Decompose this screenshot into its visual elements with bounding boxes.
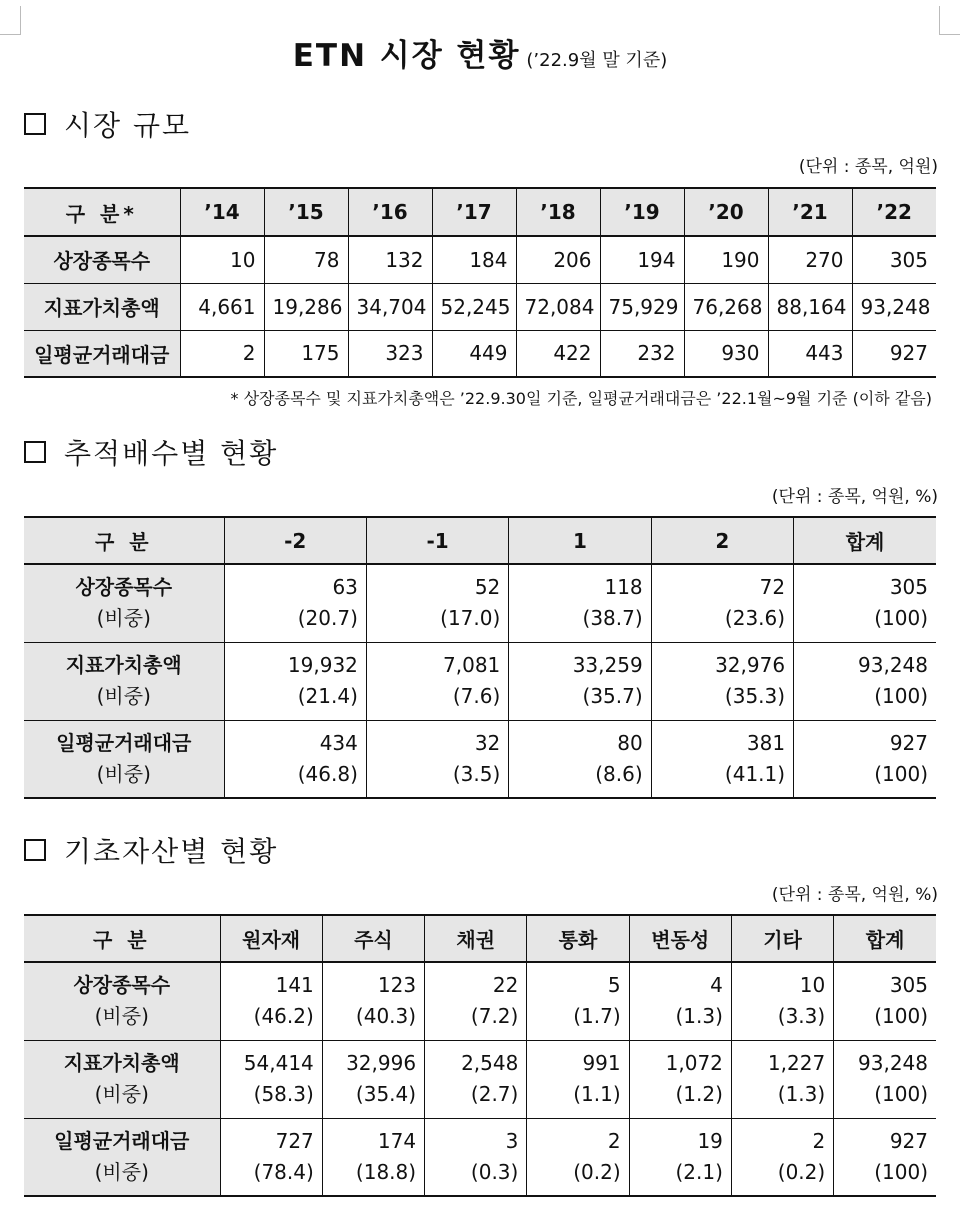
- table-cell: 32,996 (35.4): [322, 1040, 424, 1118]
- header-cell: ’17: [432, 188, 516, 236]
- table-cell: 2 (0.2): [731, 1118, 833, 1196]
- underlying-asset-table: [24, 914, 936, 1197]
- header-cell: 구 분*: [24, 188, 180, 236]
- table-cell: 75,929: [600, 283, 684, 330]
- table-cell: 434 (46.8): [224, 720, 366, 798]
- header-cell: 통화: [527, 915, 629, 962]
- table-cell: 19,932 (21.4): [224, 642, 366, 720]
- table-cell: 132: [348, 236, 432, 283]
- table-cell: 54,414 (58.3): [220, 1040, 322, 1118]
- table-cell: 443: [768, 330, 852, 377]
- checkbox-square-icon: [24, 441, 46, 463]
- row-label: 일평균거래대금: [24, 330, 180, 377]
- table-cell: 72 (23.6): [651, 564, 793, 642]
- table-cell: 175: [264, 330, 348, 377]
- table-cell: 52 (17.0): [366, 564, 508, 642]
- header-cell: 구 분: [24, 517, 224, 564]
- market-size-table: [24, 187, 936, 378]
- unit-label: (단위 : 종목, 억원, %): [771, 885, 938, 905]
- unit-label: (단위 : 종목, 억원, %): [771, 487, 938, 507]
- header-cell: ’20: [684, 188, 768, 236]
- row-label: 상장종목수 (비중): [24, 962, 220, 1040]
- table-cell: 10: [180, 236, 264, 283]
- row-label: 지표가치총액 (비중): [24, 642, 224, 720]
- table-row: [24, 720, 936, 798]
- table-cell: 93,248 (100): [834, 1040, 936, 1118]
- table-cell: 927 (100): [834, 1118, 936, 1196]
- header-cell: ’22: [852, 188, 936, 236]
- table-cell: 10 (3.3): [731, 962, 833, 1040]
- row-label: 상장종목수: [24, 236, 180, 283]
- table-row: [24, 1040, 936, 1118]
- table-cell: 32,976 (35.3): [651, 642, 793, 720]
- table-cell: 323: [348, 330, 432, 377]
- table-cell: 19 (2.1): [629, 1118, 731, 1196]
- header-cell: -2: [224, 517, 366, 564]
- table-cell: 93,248: [852, 283, 936, 330]
- table-cell: 927 (100): [794, 720, 936, 798]
- document-title: [0, 30, 960, 75]
- table-cell: 2: [180, 330, 264, 377]
- table-row: [24, 1118, 936, 1196]
- header-cell: 1: [509, 517, 651, 564]
- header-cell: 구 분: [24, 915, 220, 962]
- header-cell: 2: [651, 517, 793, 564]
- row-label: 일평균거래대금 (비중): [24, 720, 224, 798]
- header-cell: 채권: [425, 915, 527, 962]
- table-cell: 4 (1.3): [629, 962, 731, 1040]
- table-cell: 305: [852, 236, 936, 283]
- table-cell: 305 (100): [834, 962, 936, 1040]
- table-cell: 118 (38.7): [509, 564, 651, 642]
- table-row: [24, 642, 936, 720]
- table-cell: 270: [768, 236, 852, 283]
- section-heading-market-size: 시장 규모: [24, 104, 191, 144]
- table-cell: 422: [516, 330, 600, 377]
- table-cell: 93,248 (100): [794, 642, 936, 720]
- row-label: 상장종목수 (비중): [24, 564, 224, 642]
- table-row: [24, 330, 936, 377]
- header-cell: 변동성: [629, 915, 731, 962]
- header-cell: ’14: [180, 188, 264, 236]
- table-row: [24, 236, 936, 283]
- table-header-row: [24, 188, 936, 236]
- header-cell: ’18: [516, 188, 600, 236]
- table-cell: 52,245: [432, 283, 516, 330]
- table-cell: 381 (41.1): [651, 720, 793, 798]
- section-heading-leverage: 추적배수별 현황: [24, 432, 278, 472]
- table-row: [24, 283, 936, 330]
- table-cell: 34,704: [348, 283, 432, 330]
- title-main: ETN 시장 현황: [292, 38, 521, 74]
- table-cell: 184: [432, 236, 516, 283]
- table-cell: 22 (7.2): [425, 962, 527, 1040]
- table-cell: 63 (20.7): [224, 564, 366, 642]
- header-cell: ’19: [600, 188, 684, 236]
- table-cell: 7,081 (7.6): [366, 642, 508, 720]
- table-cell: 1,227 (1.3): [731, 1040, 833, 1118]
- table-cell: 19,286: [264, 283, 348, 330]
- unit-label: (단위 : 종목, 억원): [798, 157, 938, 177]
- header-cell: 주식: [322, 915, 424, 962]
- table-cell: 88,164: [768, 283, 852, 330]
- table-row: [24, 962, 936, 1040]
- table-cell: 80 (8.6): [509, 720, 651, 798]
- table-cell: 1,072 (1.2): [629, 1040, 731, 1118]
- table-cell: 927: [852, 330, 936, 377]
- table-cell: 141 (46.2): [220, 962, 322, 1040]
- table-cell: 3 (0.3): [425, 1118, 527, 1196]
- table-cell: 33,259 (35.7): [509, 642, 651, 720]
- table-cell: 2,548 (2.7): [425, 1040, 527, 1118]
- header-cell: 원자재: [220, 915, 322, 962]
- table-cell: 123 (40.3): [322, 962, 424, 1040]
- table-header-row: [24, 517, 936, 564]
- table-cell: 72,084: [516, 283, 600, 330]
- header-cell: 합계: [834, 915, 936, 962]
- table-cell: 305 (100): [794, 564, 936, 642]
- table-footnote: * 상장종목수 및 지표가치총액은 ’22.9.30일 기준, 일평균거래대금은 ’22.1월~9월 기준 (이하 같음): [230, 389, 932, 408]
- leverage-table: [24, 516, 936, 799]
- table-cell: 78: [264, 236, 348, 283]
- table-cell: 206: [516, 236, 600, 283]
- header-cell: ’21: [768, 188, 852, 236]
- table-cell: 194: [600, 236, 684, 283]
- table-cell: 5 (1.7): [527, 962, 629, 1040]
- section-heading-underlying-asset: 기초자산별 현황: [24, 830, 278, 870]
- header-cell: ’16: [348, 188, 432, 236]
- header-cell: -1: [366, 517, 508, 564]
- table-cell: 32 (3.5): [366, 720, 508, 798]
- row-label: 일평균거래대금 (비중): [24, 1118, 220, 1196]
- table-cell: 449: [432, 330, 516, 377]
- header-cell: 합계: [794, 517, 936, 564]
- checkbox-square-icon: [24, 113, 46, 135]
- header-cell: 기타: [731, 915, 833, 962]
- title-date: (’22.9월 말 기준): [526, 50, 668, 71]
- checkbox-square-icon: [24, 839, 46, 861]
- table-cell: 4,661: [180, 283, 264, 330]
- table-cell: 930: [684, 330, 768, 377]
- table-cell: 991 (1.1): [527, 1040, 629, 1118]
- table-row: [24, 564, 936, 642]
- table-cell: 76,268: [684, 283, 768, 330]
- table-cell: 174 (18.8): [322, 1118, 424, 1196]
- row-label: 지표가치총액 (비중): [24, 1040, 220, 1118]
- table-cell: 2 (0.2): [527, 1118, 629, 1196]
- table-cell: 190: [684, 236, 768, 283]
- table-header-row: [24, 915, 936, 962]
- row-label: 지표가치총액: [24, 283, 180, 330]
- table-cell: 727 (78.4): [220, 1118, 322, 1196]
- header-cell: ’15: [264, 188, 348, 236]
- table-cell: 232: [600, 330, 684, 377]
